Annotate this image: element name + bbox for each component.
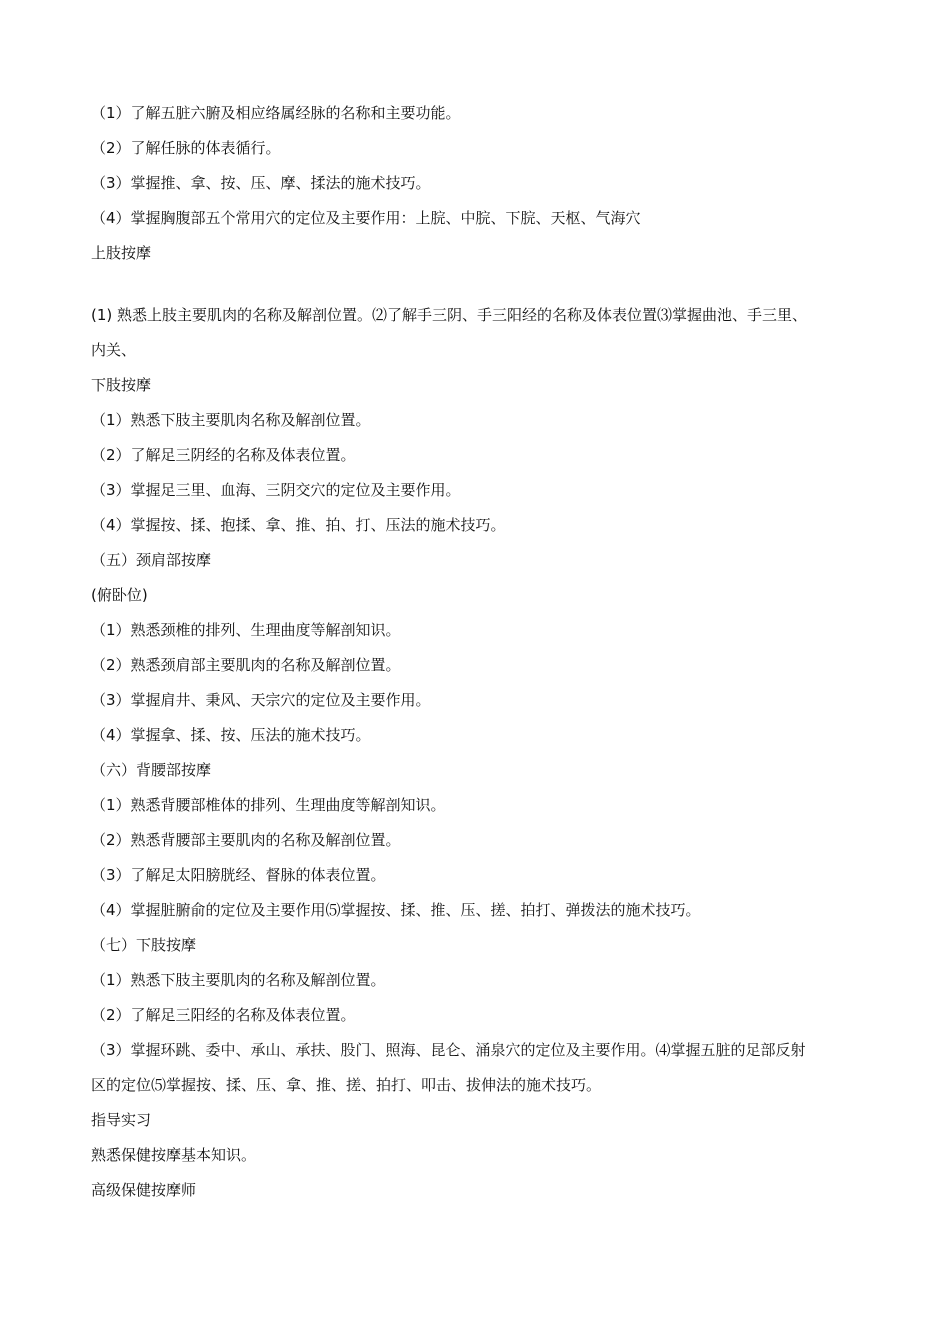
list-item: （4）掌握脏腑俞的定位及主要作用⑸掌握按、揉、推、压、搓、拍打、弹拨法的施术技巧。	[91, 901, 701, 919]
list-item: （3）掌握足三里、血海、三阴交穴的定位及主要作用。	[91, 481, 461, 499]
list-item: （2）了解任脉的体表循行。	[91, 139, 281, 157]
list-item: （2）了解足三阴经的名称及体表位置。	[91, 446, 356, 464]
list-item: （3）了解足太阳膀胱经、督脉的体表位置。	[91, 866, 386, 884]
list-item: （3）掌握推、拿、按、压、摩、揉法的施术技巧。	[91, 174, 431, 192]
list-item: （2）熟悉背腰部主要肌肉的名称及解剖位置。	[91, 831, 401, 849]
list-item: （1）熟悉下肢主要肌肉名称及解剖位置。	[91, 411, 371, 429]
document-body	[91, 96, 811, 1208]
list-item: （2）了解足三阳经的名称及体表位置。	[91, 1006, 356, 1024]
section-heading: （五）颈肩部按摩	[91, 551, 212, 569]
paragraph: 熟悉保健按摩基本知识。	[91, 1146, 257, 1164]
list-item: （1）熟悉下肢主要肌肉的名称及解剖位置。	[91, 971, 386, 989]
section-heading: （七）下肢按摩	[91, 936, 197, 954]
section-heading: 上肢按摩	[91, 244, 152, 262]
list-item: （1）熟悉背腰部椎体的排列、生理曲度等解剖知识。	[91, 796, 446, 814]
subheading: (俯卧位)	[91, 586, 148, 604]
list-item: （4）掌握按、揉、抱揉、拿、推、拍、打、压法的施术技巧。	[91, 516, 506, 534]
list-item: （1）了解五脏六腑及相应络属经脉的名称和主要功能。	[91, 104, 461, 122]
section-heading: 高级保健按摩师	[91, 1181, 197, 1199]
paragraph: （3）掌握环跳、委中、承山、承扶、股门、照海、昆仑、涌泉穴的定位及主要作用。⑷掌握五脏的足部反射区的定位⑸掌握按、揉、压、拿、推、搓、拍打、叩击、拔伸法的施术技巧。	[91, 1041, 806, 1094]
section-heading: 指导实习	[91, 1111, 152, 1129]
list-item: （2）熟悉颈肩部主要肌肉的名称及解剖位置。	[91, 656, 401, 674]
spacer	[91, 271, 811, 298]
list-item: （1）熟悉颈椎的排列、生理曲度等解剖知识。	[91, 621, 401, 639]
paragraph: (1) 熟悉上肢主要肌肉的名称及解剖位置。⑵了解手三阴、手三阳经的名称及体表位置⑶掌握曲池、手三里、内关、	[91, 306, 808, 359]
section-heading: （六）背腰部按摩	[91, 761, 212, 779]
section-heading: 下肢按摩	[91, 376, 152, 394]
list-item: （4）掌握胸腹部五个常用穴的定位及主要作用：上脘、中脘、下脘、天枢、气海穴	[91, 209, 641, 227]
list-item: （4）掌握拿、揉、按、压法的施术技巧。	[91, 726, 371, 744]
list-item: （3）掌握肩井、秉风、天宗穴的定位及主要作用。	[91, 691, 431, 709]
